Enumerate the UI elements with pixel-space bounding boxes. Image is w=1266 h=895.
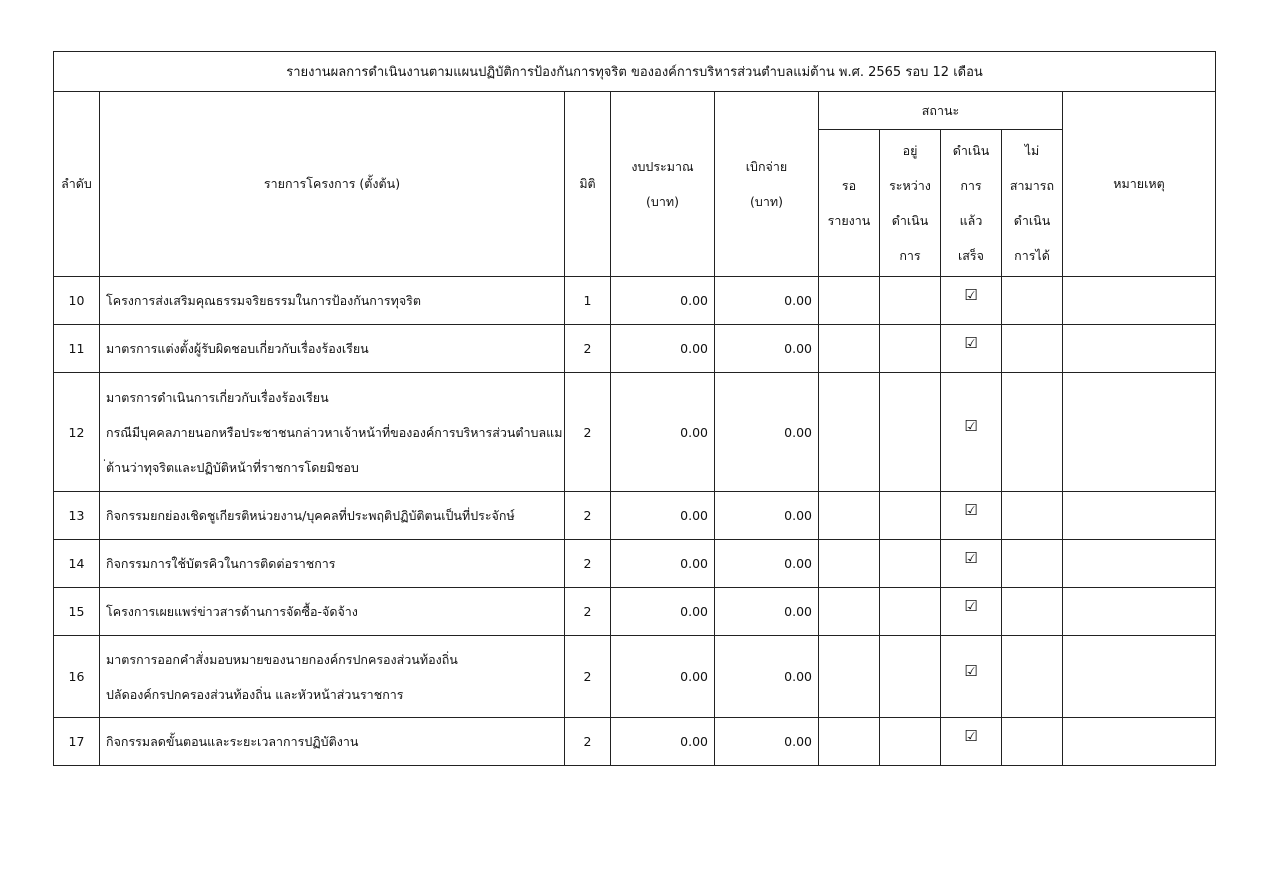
header-number: ลำดับ	[54, 92, 100, 277]
row-remark	[1063, 325, 1216, 373]
row-status-waiting	[819, 588, 880, 636]
table-row	[54, 588, 1216, 636]
row-status-in-progress	[880, 636, 941, 718]
checkbox-checked-icon: ☑	[964, 500, 978, 519]
row-dimension: 1	[565, 277, 611, 325]
row-dimension: 2	[565, 636, 611, 718]
row-status-completed	[941, 718, 1002, 766]
checkbox-checked-icon: ☑	[964, 333, 978, 352]
header-disbursed: เบิกจ่าย (บาท)	[715, 92, 819, 277]
row-number: 16	[54, 636, 100, 718]
header-status-completed: ดำเนิน การ แล้วเสร็จ	[941, 130, 1002, 277]
project-line: กรณีมีบุคคลภายนอกหรือประชาชนกล่าวหาเจ้าหน้าที่ขององค์การบริหารส่วนตำบลแม	[106, 424, 563, 440]
table-body	[54, 277, 1216, 766]
row-budget: 0.00	[611, 636, 715, 718]
row-budget: 0.00	[611, 492, 715, 540]
row-project	[100, 636, 565, 718]
row-disbursed: 0.00	[715, 492, 819, 540]
row-status-in-progress	[880, 588, 941, 636]
checkbox-checked-icon: ☑	[964, 417, 978, 435]
row-status-waiting	[819, 636, 880, 718]
row-budget: 0.00	[611, 540, 715, 588]
row-disbursed: 0.00	[715, 540, 819, 588]
table-row	[54, 325, 1216, 373]
table-row	[54, 636, 1216, 718]
row-status-waiting	[819, 718, 880, 766]
row-number: 11	[54, 325, 100, 373]
row-status-unable	[1002, 540, 1063, 588]
project-line: มาตรการแต่งตั้งผู้รับผิดชอบเกี่ยวกับเรื่องร้องเรียน	[106, 341, 369, 356]
row-status-unable	[1002, 277, 1063, 325]
header-status-waiting: รอ รายงาน	[819, 130, 880, 277]
header-status-in-progress: อยู่ ระหว่าง ดำเนิน การ	[880, 130, 941, 277]
row-status-completed	[941, 492, 1002, 540]
header-status: สถานะ	[819, 92, 1063, 130]
row-status-waiting	[819, 540, 880, 588]
project-line: โครงการเผยแพร่ข่าวสารด้านการจัดซื้อ-จัดจ้าง	[106, 604, 358, 619]
row-remark	[1063, 277, 1216, 325]
row-dimension: 2	[565, 492, 611, 540]
row-disbursed: 0.00	[715, 636, 819, 718]
row-status-unable	[1002, 325, 1063, 373]
row-status-in-progress	[880, 718, 941, 766]
project-line: ปลัดองค์กรปกครองส่วนท้องถิ่น และหัวหน้าส่วนราชการ	[106, 686, 404, 702]
checkbox-checked-icon: ☑	[964, 285, 978, 304]
row-status-completed	[941, 373, 1002, 492]
row-disbursed: 0.00	[715, 373, 819, 492]
row-status-unable	[1002, 373, 1063, 492]
report-title: รายงานผลการดำเนินงานตามแผนปฏิบัติการป้องกันการทุจริต ขององค์การบริหารส่วนตำบลแม่ต้าน พ.ศ. 2565 รอบ 12 เดือน	[54, 52, 1216, 92]
table-row	[54, 492, 1216, 540]
row-disbursed: 0.00	[715, 277, 819, 325]
row-status-completed	[941, 540, 1002, 588]
row-dimension: 2	[565, 718, 611, 766]
row-remark	[1063, 373, 1216, 492]
checkbox-checked-icon: ☑	[964, 596, 978, 615]
row-project	[100, 588, 565, 636]
row-dimension: 2	[565, 373, 611, 492]
row-status-waiting	[819, 373, 880, 492]
project-line: กิจกรรมยกย่องเชิดชูเกียรติหน่วยงาน/บุคคลที่ประพฤติปฏิบัติตนเป็นที่ประจักษ์	[106, 508, 515, 523]
row-disbursed: 0.00	[715, 588, 819, 636]
row-status-completed	[941, 277, 1002, 325]
header-dimension: มิติ	[565, 92, 611, 277]
project-line: โครงการส่งเสริมคุณธรรมจริยธรรมในการป้องกันการทุจริต	[106, 293, 422, 308]
project-line: กิจกรรมลดขั้นตอนและระยะเวลาการปฏิบัติงาน	[106, 734, 359, 749]
table-row	[54, 373, 1216, 492]
row-disbursed: 0.00	[715, 325, 819, 373]
row-number: 17	[54, 718, 100, 766]
row-status-in-progress	[880, 373, 941, 492]
row-budget: 0.00	[611, 588, 715, 636]
row-remark	[1063, 588, 1216, 636]
row-status-in-progress	[880, 325, 941, 373]
table-row	[54, 540, 1216, 588]
header-remarks: หมายเหตุ	[1063, 92, 1216, 277]
row-dimension: 2	[565, 325, 611, 373]
report-table	[53, 51, 1216, 766]
row-remark	[1063, 492, 1216, 540]
row-project	[100, 325, 565, 373]
row-project	[100, 540, 565, 588]
row-status-unable	[1002, 636, 1063, 718]
row-project	[100, 718, 565, 766]
row-status-waiting	[819, 492, 880, 540]
table-row	[54, 277, 1216, 325]
row-status-waiting	[819, 325, 880, 373]
row-disbursed: 0.00	[715, 718, 819, 766]
project-line: ่ต้านว่าทุจริตและปฏิบัติหน้าที่ราชการโดยมิชอบ	[106, 459, 359, 475]
project-line: กิจกรรมการใช้บัตรคิวในการติดต่อราชการ	[106, 556, 336, 571]
row-status-completed	[941, 588, 1002, 636]
row-remark	[1063, 540, 1216, 588]
header-status-unable: ไม่ สามารถ ดำเนิน การได้	[1002, 130, 1063, 277]
row-project	[100, 492, 565, 540]
checkbox-checked-icon: ☑	[964, 661, 978, 680]
row-project	[100, 277, 565, 325]
row-status-unable	[1002, 718, 1063, 766]
row-status-waiting	[819, 277, 880, 325]
row-remark	[1063, 718, 1216, 766]
project-line: มาตรการออกคำสั่งมอบหมายของนายกองค์กรปกครองส่วนท้องถิ่น	[106, 651, 458, 667]
header-project: รายการโครงการ (ตั้งต้น)	[100, 92, 565, 277]
row-status-unable	[1002, 492, 1063, 540]
row-dimension: 2	[565, 540, 611, 588]
row-budget: 0.00	[611, 718, 715, 766]
row-budget: 0.00	[611, 325, 715, 373]
project-line: มาตรการดำเนินการเกี่ยวกับเรื่องร้องเรียน	[106, 389, 329, 405]
row-number: 12	[54, 373, 100, 492]
row-status-in-progress	[880, 492, 941, 540]
row-status-completed	[941, 325, 1002, 373]
row-budget: 0.00	[611, 373, 715, 492]
row-status-completed	[941, 636, 1002, 718]
row-budget: 0.00	[611, 277, 715, 325]
row-status-in-progress	[880, 540, 941, 588]
row-number: 14	[54, 540, 100, 588]
row-number: 13	[54, 492, 100, 540]
header-budget: งบประมาณ (บาท)	[611, 92, 715, 277]
row-dimension: 2	[565, 588, 611, 636]
row-status-unable	[1002, 588, 1063, 636]
checkbox-checked-icon: ☑	[964, 548, 978, 567]
row-remark	[1063, 636, 1216, 718]
checkbox-checked-icon: ☑	[964, 726, 978, 745]
table-row	[54, 718, 1216, 766]
row-number: 15	[54, 588, 100, 636]
row-number: 10	[54, 277, 100, 325]
row-status-in-progress	[880, 277, 941, 325]
row-project	[100, 373, 565, 492]
